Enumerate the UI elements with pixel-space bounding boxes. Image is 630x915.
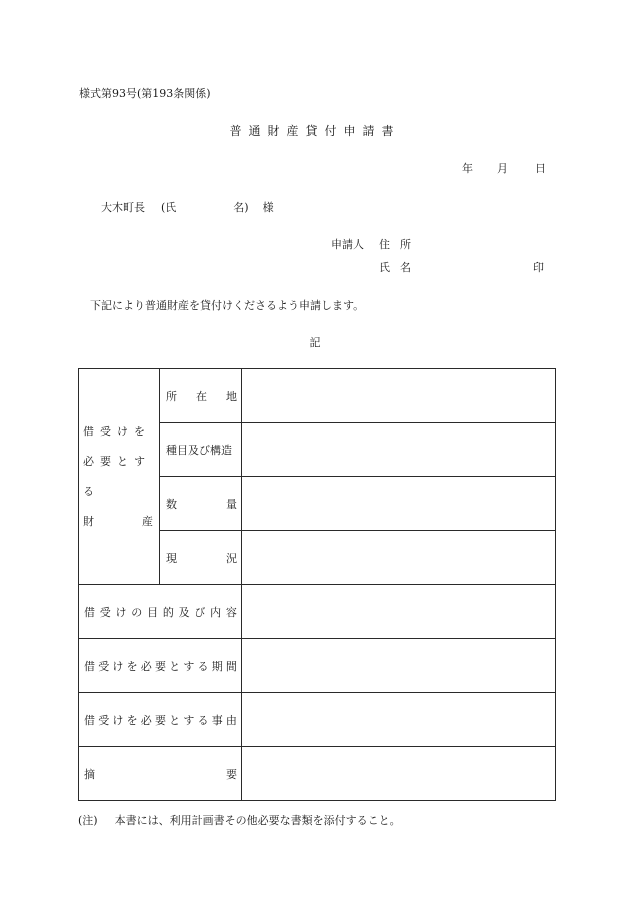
table-row	[79, 693, 556, 747]
request-text: 下記により普通財産を貸付けくださるよう申請します。	[90, 299, 365, 312]
condition-label	[160, 531, 242, 585]
addressee-open: (氏	[161, 201, 177, 214]
label-char: の	[131, 605, 143, 619]
date-month-label: 月	[497, 162, 508, 175]
type-structure-value-field[interactable]	[242, 423, 556, 477]
label-char: と	[169, 659, 181, 673]
addressee-prefix: 大木町長	[101, 201, 145, 214]
seal-mark: 印	[533, 261, 544, 274]
footnote-text: 本書には、利用計画書その他必要な書類を添付すること。	[114, 814, 401, 827]
period-value-field[interactable]	[242, 639, 556, 693]
location-value-field[interactable]	[242, 369, 556, 423]
document-title: 普通財産貸付申請書	[229, 124, 401, 138]
reason-label	[79, 693, 242, 747]
char: 況	[226, 551, 237, 565]
footnote-prefix: (注)	[78, 814, 98, 827]
period-label	[79, 639, 242, 693]
addressee	[101, 199, 274, 215]
purpose-label	[79, 585, 242, 639]
label-char: 受	[99, 605, 111, 619]
label-char: を	[126, 659, 138, 673]
quantity-value-field[interactable]	[242, 477, 556, 531]
table-row	[79, 747, 556, 801]
label-char: 摘	[84, 767, 95, 781]
remarks-value-field[interactable]	[242, 747, 556, 801]
label-char: 内	[210, 605, 222, 619]
property-line-1: 借受けを	[83, 424, 151, 438]
label-char: 受	[98, 713, 110, 727]
ki-heading: 記	[309, 336, 321, 349]
applicant-name-label: 氏名	[379, 261, 421, 274]
label-char: 及	[178, 605, 190, 619]
label-char: 間	[225, 659, 237, 673]
label-char: 要	[226, 767, 237, 781]
quantity-label	[160, 477, 242, 531]
property-line-3a: 財	[83, 514, 94, 528]
reason-value-field[interactable]	[242, 693, 556, 747]
label-char: す	[183, 713, 195, 727]
label-char: 受	[98, 659, 110, 673]
label-char: す	[183, 659, 195, 673]
label-char: 要	[154, 713, 166, 727]
purpose-value-field[interactable]	[242, 585, 556, 639]
char: 地	[226, 389, 237, 403]
label-char: る	[197, 713, 209, 727]
label-char: け	[112, 713, 124, 727]
char: 在	[196, 389, 207, 403]
char: 量	[226, 497, 237, 511]
application-table	[78, 368, 556, 801]
label-char: 的	[162, 605, 174, 619]
label-char: 借	[84, 659, 95, 673]
label-char: る	[197, 659, 209, 673]
table-row	[79, 585, 556, 639]
date-year-label: 年	[462, 162, 473, 175]
label-char: け	[115, 605, 127, 619]
addressee-honorific: 様	[262, 201, 274, 214]
label-char: 容	[225, 605, 237, 619]
location-label	[160, 369, 242, 423]
table-row	[79, 639, 556, 693]
date-day-label: 日	[535, 162, 546, 175]
table-row	[79, 369, 556, 423]
label-char: 由	[225, 713, 237, 727]
property-line-2: 必要とする	[83, 454, 151, 498]
char: 現	[166, 551, 177, 565]
property-line-3b: 産	[142, 514, 153, 528]
label-char: け	[112, 659, 124, 673]
condition-value-field[interactable]	[242, 531, 556, 585]
label-char: び	[194, 605, 206, 619]
char: 所	[166, 389, 177, 403]
footnote	[78, 812, 401, 828]
applicant-label: 申請人	[331, 238, 364, 251]
remarks-label	[79, 747, 242, 801]
label-char: と	[169, 713, 181, 727]
label-char: 必	[140, 713, 152, 727]
char: 数	[166, 497, 177, 511]
label-char: 借	[84, 713, 95, 727]
addressee-close: 名)	[233, 201, 249, 214]
label-char: を	[126, 713, 138, 727]
label-char: 借	[84, 605, 95, 619]
applicant-address-label: 住所	[379, 238, 421, 251]
property-group-label	[79, 369, 160, 585]
label-char: 事	[211, 713, 223, 727]
label-char: 要	[154, 659, 166, 673]
type-structure-label: 種目及び構造	[160, 423, 242, 477]
label-char: 期	[211, 659, 223, 673]
label-char: 目	[147, 605, 159, 619]
property-line-3	[83, 507, 155, 537]
form-number: 様式第93号(第193条関係)	[79, 87, 211, 100]
label-char: 必	[140, 659, 152, 673]
